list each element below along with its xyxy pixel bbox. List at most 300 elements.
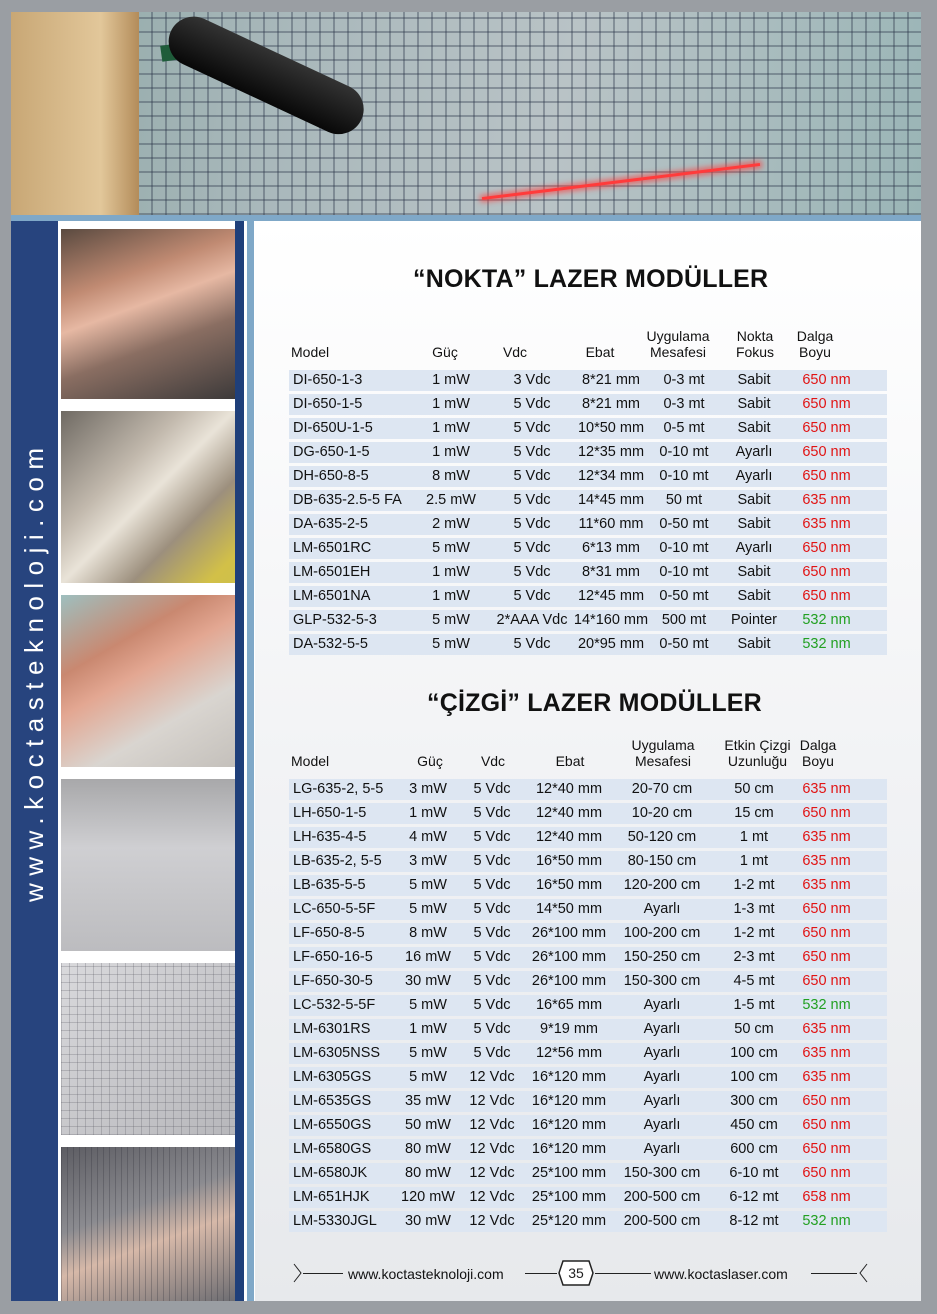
table-cell: LC-532-5-5F [293, 997, 376, 1013]
page-number: 35 [568, 1265, 584, 1281]
table-cell: 5 Vdc [513, 564, 551, 580]
table-row [289, 1091, 887, 1112]
table-cell: 5 Vdc [473, 973, 511, 989]
table-cell: 16*50 mm [535, 877, 603, 893]
table-cell: DH-650-8-5 [293, 468, 369, 484]
col-header [291, 344, 351, 360]
table-row [289, 995, 887, 1016]
table-cell: 2*AAA Vdc [496, 612, 568, 628]
col-header-line: Güç [417, 753, 443, 769]
table-cell: 5 mW [409, 1069, 447, 1085]
col-header [291, 753, 351, 769]
content-area [255, 221, 921, 1301]
table-cell: 26*100 mm [531, 925, 607, 941]
table-cell: 80 mW [405, 1165, 451, 1181]
table-cell: 3 Vdc [513, 372, 551, 388]
table-cell: 30 mW [405, 1213, 451, 1229]
col-header-line: Güç [432, 344, 458, 360]
table-cell: 50 mt [665, 492, 703, 508]
footer-rule-mid-right [595, 1273, 651, 1274]
table-cell: 30 mW [405, 973, 451, 989]
table-cell: 5 Vdc [473, 829, 511, 845]
table-cell: 100 cm [730, 1069, 778, 1085]
table-cell: Ayarlı [643, 1093, 681, 1109]
hero-photo-laser-on-fabric [11, 12, 921, 215]
table-cell: 12*35 mm [577, 444, 645, 460]
table-cell: 0-10 mt [659, 468, 709, 484]
table-row [289, 875, 887, 896]
table-cell: 12 Vdc [469, 1165, 515, 1181]
table-cell: 14*160 mm [573, 612, 649, 628]
table-cell: Ayarlı [643, 1117, 681, 1133]
table-cell: 1-3 mt [733, 901, 775, 917]
table-cell: 0-5 mt [663, 420, 705, 436]
table-cell: 16*120 mm [531, 1141, 607, 1157]
table-cell: 9*19 mm [539, 1021, 599, 1037]
table-cell: 15 cm [734, 805, 774, 821]
table-row [289, 562, 887, 583]
table-cell: 150-300 cm [623, 973, 701, 989]
table-cell: 5 Vdc [473, 997, 511, 1013]
table-cell: 10-20 cm [631, 805, 693, 821]
table-cell: LH-635-4-5 [293, 829, 367, 845]
table-row [289, 1115, 887, 1136]
col-header-line: Etkin Çizgi [724, 737, 791, 753]
table-cell: DI-650U-1-5 [293, 420, 373, 436]
table-cell: 12*40 mm [535, 829, 603, 845]
table-cell: 635 nm [802, 1069, 851, 1085]
table-cell: Ayarlı [735, 444, 773, 460]
table-cell: 600 cm [730, 1141, 778, 1157]
footer [255, 1251, 921, 1291]
col-header-line: Dalga [799, 737, 837, 753]
col-header-line: Model [291, 344, 330, 360]
table-cell: 16*120 mm [531, 1069, 607, 1085]
table-cell: 1 mW [432, 420, 470, 436]
table-cell: 50 cm [734, 1021, 774, 1037]
footer-rule-mid-left [525, 1273, 557, 1274]
table-cell: 5 Vdc [473, 1021, 511, 1037]
table-cell: 635 nm [802, 1021, 851, 1037]
table-row [289, 779, 887, 800]
chevron-right-icon [293, 1263, 303, 1283]
table-cell: 1-2 mt [733, 925, 775, 941]
table-cell: 650 nm [802, 901, 851, 917]
table-cell: LM-6301RS [293, 1021, 371, 1037]
hero-wooden-frame [11, 12, 139, 215]
table-row [289, 1211, 887, 1232]
table-cell: 8*31 mm [581, 564, 641, 580]
footer-rule-right [811, 1273, 857, 1274]
table-cell: Pointer [731, 612, 777, 628]
table-cell: 5 Vdc [513, 492, 551, 508]
table-cell: 5 Vdc [473, 925, 511, 941]
table-cell: 5 Vdc [513, 396, 551, 412]
table-cell: 12 Vdc [469, 1093, 515, 1109]
table-row [289, 803, 887, 824]
page-number-badge [558, 1260, 594, 1286]
col-header [540, 753, 600, 769]
table-row [289, 514, 887, 535]
table-cell: 12*40 mm [535, 781, 603, 797]
table-cell: LM-6305GS [293, 1069, 372, 1085]
photo-fabric-alignment [61, 963, 235, 1135]
table-cell: 650 nm [802, 420, 851, 436]
footer-left-url[interactable]: www.koctasteknoloji.com [348, 1266, 504, 1282]
table-cell: 25*120 mm [531, 1213, 607, 1229]
table-cell: 5 mW [432, 540, 470, 556]
table-cell: 650 nm [802, 564, 851, 580]
table-cell: LM-6501NA [293, 588, 371, 604]
table-cell: 120 mW [401, 1189, 455, 1205]
table-cell: 5 Vdc [473, 853, 511, 869]
table-cell: 635 nm [802, 829, 851, 845]
table-cell: 650 nm [802, 1093, 851, 1109]
table-cell: 16*120 mm [531, 1093, 607, 1109]
table-cell: LF-650-30-5 [293, 973, 373, 989]
table-cell: 650 nm [802, 1117, 851, 1133]
col-header-line: Dalga [796, 328, 834, 344]
col-header-line: Fokus [735, 344, 775, 360]
table-cell: Sabit [737, 420, 771, 436]
table-cell: 532 nm [802, 997, 851, 1013]
col-header [473, 753, 513, 769]
photo-stone-cutting-machine [61, 411, 235, 583]
table-cell: Ayarlı [643, 901, 681, 917]
table-cell: 16*65 mm [535, 997, 603, 1013]
table-cell: 5 Vdc [513, 420, 551, 436]
table-cell: 8*21 mm [581, 396, 641, 412]
table-cell: LM-651HJK [293, 1189, 370, 1205]
table-cell: 650 nm [802, 588, 851, 604]
table-cell: 200-500 cm [623, 1213, 701, 1229]
table-cell: LM-6550GS [293, 1117, 372, 1133]
table-cell: 16*50 mm [535, 853, 603, 869]
table-cell: 25*100 mm [531, 1189, 607, 1205]
table-cell: 4-5 mt [733, 973, 775, 989]
table-cell: 6-12 mt [729, 1189, 779, 1205]
catalog-page [11, 12, 921, 1301]
table-cell: 2-3 mt [733, 949, 775, 965]
table-cell: DG-650-1-5 [293, 444, 370, 460]
table-cell: LM-6501EH [293, 564, 371, 580]
table-cell: Ayarlı [643, 1141, 681, 1157]
table-cell: 120-200 cm [623, 877, 701, 893]
table-row [289, 1187, 887, 1208]
chevron-left-icon [858, 1263, 868, 1283]
table-cell: 0-3 mt [663, 396, 705, 412]
table-cell: 5 Vdc [473, 949, 511, 965]
table-cell: 50 cm [734, 781, 774, 797]
table-cell: 100-200 cm [623, 925, 701, 941]
photo-column [61, 221, 235, 1301]
table-cell: Sabit [737, 564, 771, 580]
table-cell: 1-5 mt [733, 997, 775, 1013]
nokta-title: “NOKTA” LAZER MODÜLLER [413, 265, 769, 293]
table-cell: 650 nm [802, 396, 851, 412]
laser-tube-icon [160, 12, 371, 142]
table-cell: 635 nm [802, 1045, 851, 1061]
table-cell: 80 mW [405, 1141, 451, 1157]
table-cell: 1 mW [432, 564, 470, 580]
table-cell: 1 mt [739, 829, 769, 845]
table-cell: 5 mW [409, 877, 447, 893]
table-cell: 5 mW [409, 1045, 447, 1061]
table-row [289, 1019, 887, 1040]
table-row [289, 442, 887, 463]
table-cell: 0-10 mt [659, 564, 709, 580]
table-cell: 1 mW [432, 444, 470, 460]
table-cell: 8 mW [432, 468, 470, 484]
table-cell: 635 nm [802, 877, 851, 893]
table-cell: 12*40 mm [535, 805, 603, 821]
table-cell: DA-532-5-5 [293, 636, 368, 652]
table-cell: 5 Vdc [473, 1045, 511, 1061]
table-cell: LG-635-2, 5-5 [293, 781, 384, 797]
table-cell: 5 Vdc [513, 636, 551, 652]
table-cell: 2 mW [432, 516, 470, 532]
table-cell: 12 Vdc [469, 1213, 515, 1229]
table-cell: 650 nm [802, 1165, 851, 1181]
table-cell: 650 nm [802, 949, 851, 965]
divider-stripe-light [247, 221, 254, 1301]
table-cell: 0-50 mt [659, 588, 709, 604]
table-cell: 5 Vdc [473, 781, 511, 797]
col-header-line: Mesafesi [649, 344, 707, 360]
table-cell: 25*100 mm [531, 1165, 607, 1181]
table-cell: 650 nm [802, 973, 851, 989]
table-cell: LM-6305NSS [293, 1045, 381, 1061]
table-cell: Sabit [737, 372, 771, 388]
col-header-line: Boyu [799, 344, 831, 360]
table-cell: 50-120 cm [627, 829, 697, 845]
col-header [785, 328, 845, 360]
table-cell: 450 cm [730, 1117, 778, 1133]
col-header-line: Mesafesi [634, 753, 692, 769]
table-cell: DI-650-1-3 [293, 372, 363, 388]
table-row [289, 418, 887, 439]
table-cell: 20-70 cm [631, 781, 693, 797]
table-row [289, 1067, 887, 1088]
col-header-line: Uygulama [631, 737, 695, 753]
table-cell: DA-635-2-5 [293, 516, 368, 532]
col-header-line: Boyu [802, 753, 834, 769]
table-cell: 5 Vdc [473, 901, 511, 917]
table-cell: 26*100 mm [531, 949, 607, 965]
table-cell: 650 nm [802, 805, 851, 821]
table-cell: 635 nm [802, 853, 851, 869]
table-cell: LM-5330JGL [293, 1213, 377, 1229]
table-cell: 14*50 mm [535, 901, 603, 917]
photo-steel-plate [61, 229, 235, 399]
table-cell: GLP-532-5-3 [293, 612, 377, 628]
col-header-line: Vdc [502, 344, 528, 360]
table-cell: 26*100 mm [531, 973, 607, 989]
table-cell: LM-6580GS [293, 1141, 372, 1157]
table-cell: 8-12 mt [729, 1213, 779, 1229]
table-cell: Sabit [737, 396, 771, 412]
table-cell: 532 nm [802, 636, 851, 652]
table-cell: 532 nm [802, 612, 851, 628]
table-cell: 5 Vdc [473, 877, 511, 893]
table-cell: 150-250 cm [623, 949, 701, 965]
table-cell: 12 Vdc [469, 1189, 515, 1205]
table-cell: 150-300 cm [623, 1165, 701, 1181]
table-row [289, 1139, 887, 1160]
table-cell: 0-3 mt [663, 372, 705, 388]
table-cell: 635 nm [802, 516, 851, 532]
laser-line-icon [482, 163, 760, 200]
table-cell: 1 mW [409, 1021, 447, 1037]
table-cell: 5 mW [432, 636, 470, 652]
table-row [289, 947, 887, 968]
table-row [289, 1163, 887, 1184]
table-cell: 8 mW [409, 925, 447, 941]
table-cell: 300 cm [730, 1093, 778, 1109]
table-row [289, 538, 887, 559]
col-header-line: Uygulama [646, 328, 710, 344]
table-cell: 650 nm [802, 925, 851, 941]
table-cell: 12*56 mm [535, 1045, 603, 1061]
table-row [289, 827, 887, 848]
table-cell: 5 Vdc [513, 588, 551, 604]
table-cell: Sabit [737, 516, 771, 532]
photo-hand-on-fabric [61, 1147, 235, 1301]
divider-stripe [235, 221, 244, 1301]
table-cell: 500 mt [661, 612, 707, 628]
table-row [289, 490, 887, 511]
table-cell: 0-10 mt [659, 444, 709, 460]
table-row [289, 370, 887, 391]
sidebar-url: www.koctasteknoloji.com [19, 440, 49, 902]
table-cell: LM-6501RC [293, 540, 372, 556]
table-cell: 12*45 mm [577, 588, 645, 604]
table-cell: Ayarlı [735, 540, 773, 556]
table-cell: Ayarlı [643, 1021, 681, 1037]
footer-right-url[interactable]: www.koctaslaser.com [654, 1266, 788, 1282]
table-cell: Ayarlı [643, 997, 681, 1013]
table-cell: 1 mW [432, 588, 470, 604]
table-cell: 8*21 mm [581, 372, 641, 388]
table-row [289, 899, 887, 920]
table-cell: 0-50 mt [659, 516, 709, 532]
table-row [289, 971, 887, 992]
table-cell: 10*50 mm [577, 420, 645, 436]
col-header-line: Nokta [736, 328, 774, 344]
table-cell: 1 mW [432, 372, 470, 388]
col-header-line: Uzunluğu [727, 753, 788, 769]
col-header [425, 344, 465, 360]
footer-rule-left [303, 1273, 343, 1274]
table-cell: LC-650-5-5F [293, 901, 376, 917]
col-header-line: Ebat [585, 344, 615, 360]
table-row [289, 1043, 887, 1064]
col-header [633, 328, 723, 360]
table-cell: 650 nm [802, 444, 851, 460]
table-cell: 2.5 mW [426, 492, 476, 508]
table-cell: 100 cm [730, 1045, 778, 1061]
table-row [289, 610, 887, 631]
table-cell: Ayarlı [643, 1045, 681, 1061]
table-cell: 532 nm [802, 1213, 851, 1229]
table-cell: 0-10 mt [659, 540, 709, 556]
table-cell: Ayarlı [735, 468, 773, 484]
table-cell: 635 nm [802, 781, 851, 797]
table-cell: 3 mW [409, 853, 447, 869]
table-cell: DB-635-2.5-5 FA [293, 492, 402, 508]
table-cell: 5 mW [432, 612, 470, 628]
table-row [289, 466, 887, 487]
table-cell: LF-650-16-5 [293, 949, 373, 965]
table-cell: 1 mt [739, 853, 769, 869]
table-cell: 16 mW [405, 949, 451, 965]
table-cell: LB-635-5-5 [293, 877, 366, 893]
table-row [289, 394, 887, 415]
table-row [289, 923, 887, 944]
col-header-line: Ebat [555, 753, 585, 769]
table-cell: Ayarlı [643, 1069, 681, 1085]
sidebar [11, 221, 58, 1301]
table-cell: 5 Vdc [513, 468, 551, 484]
table-cell: 5 Vdc [473, 805, 511, 821]
table-cell: 6-10 mt [729, 1165, 779, 1181]
table-cell: LM-6580JK [293, 1165, 368, 1181]
table-cell: 3 mW [409, 781, 447, 797]
table-cell: 650 nm [802, 468, 851, 484]
table-cell: 650 nm [802, 540, 851, 556]
col-header-line: Model [291, 753, 330, 769]
table-cell: 6*13 mm [581, 540, 641, 556]
table-cell: LM-6535GS [293, 1093, 372, 1109]
col-header [495, 344, 535, 360]
table-row [289, 586, 887, 607]
table-cell: 20*95 mm [577, 636, 645, 652]
table-cell: 12*34 mm [577, 468, 645, 484]
col-header [788, 737, 848, 769]
table-cell: Sabit [737, 588, 771, 604]
photo-marble-saw [61, 595, 235, 767]
table-cell: 12 Vdc [469, 1117, 515, 1133]
table-cell: LB-635-2, 5-5 [293, 853, 382, 869]
table-cell: Sabit [737, 492, 771, 508]
table-cell: DI-650-1-5 [293, 396, 363, 412]
table-cell: 0-50 mt [659, 636, 709, 652]
table-cell: 35 mW [405, 1093, 451, 1109]
col-header [410, 753, 450, 769]
table-cell: 5 Vdc [513, 444, 551, 460]
table-cell: 80-150 cm [627, 853, 697, 869]
table-cell: LH-650-1-5 [293, 805, 367, 821]
table-cell: 12 Vdc [469, 1069, 515, 1085]
table-cell: 1 mW [409, 805, 447, 821]
table-cell: 650 nm [802, 1141, 851, 1157]
col-header [720, 328, 790, 360]
table-cell: 14*45 mm [577, 492, 645, 508]
table-cell: 4 mW [409, 829, 447, 845]
table-cell: 50 mW [405, 1117, 451, 1133]
photo-pattern-cutting [61, 779, 235, 951]
table-cell: 12 Vdc [469, 1141, 515, 1157]
table-row [289, 851, 887, 872]
table-cell: 5 Vdc [513, 516, 551, 532]
table-cell: 11*60 mm [578, 516, 644, 532]
table-cell: 5 Vdc [513, 540, 551, 556]
table-cell: 650 nm [802, 372, 851, 388]
table-cell: 658 nm [802, 1189, 851, 1205]
table-row [289, 634, 887, 655]
table-cell: LF-650-8-5 [293, 925, 365, 941]
table-cell: 1 mW [432, 396, 470, 412]
